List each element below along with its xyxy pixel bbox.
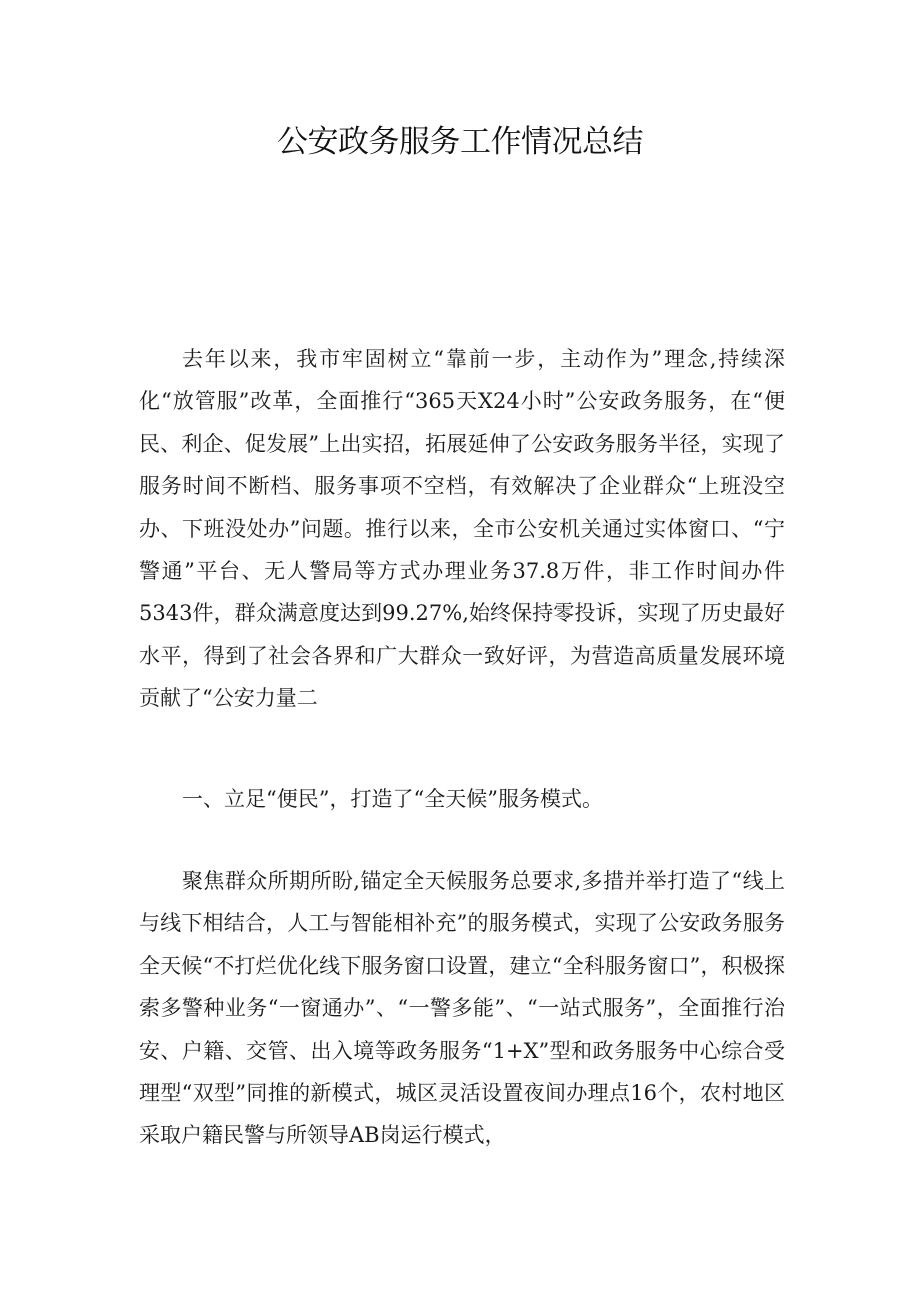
document-title: 公安政务服务工作情况总结: [277, 124, 643, 160]
body-paragraph-section-1: 聚焦群众所期所盼,锚定全天候服务总要求,多措并举打造了“线上与线下相结合，人工与智能相补充”的服务模式，实现了公安政务服务全天候“不打烂优化线下服务窗口设置，建立“全科服务窗口”，积极探索多警种业务“一窗通办”、“一警多能”、“一站式服务”，全面推行治安、户籍、交管、出入境等政务服务“1+X”型和政务服务中心综合受理型“双型”同推的新模式，城区灵活设置夜间办理点16个，农村地区采取户籍民警与所领导AB岗运行模式，: [139, 869, 785, 1148]
section-heading-1: 一、立足“便民”，打造了“全天候”服务模式。: [182, 787, 603, 811]
body-paragraph-intro: 去年以来，我市牢固树立“靠前一步，主动作为”理念,持续深化“放管服”改革，全面推行“365天X24小时”公安政务服务，在“便民、利企、促发展”上出实招，拓展延伸了公安政务服务半径，实现了服务时间不断档、服务事项不空档，有效解决了企业群众“上班没空办、下班没处办”问题。推行以来，全市公安机关通过实体窗口、“宁警通”平台、无人警局等方式办理业务37.8万件，非工作时间办件5343件，群众满意度达到99.27%,始终保持零投诉，实现了历史最好水平，得到了社会各界和广大群众一致好评，为营造高质量发展环境贡献了“公安力量二: [139, 347, 785, 711]
